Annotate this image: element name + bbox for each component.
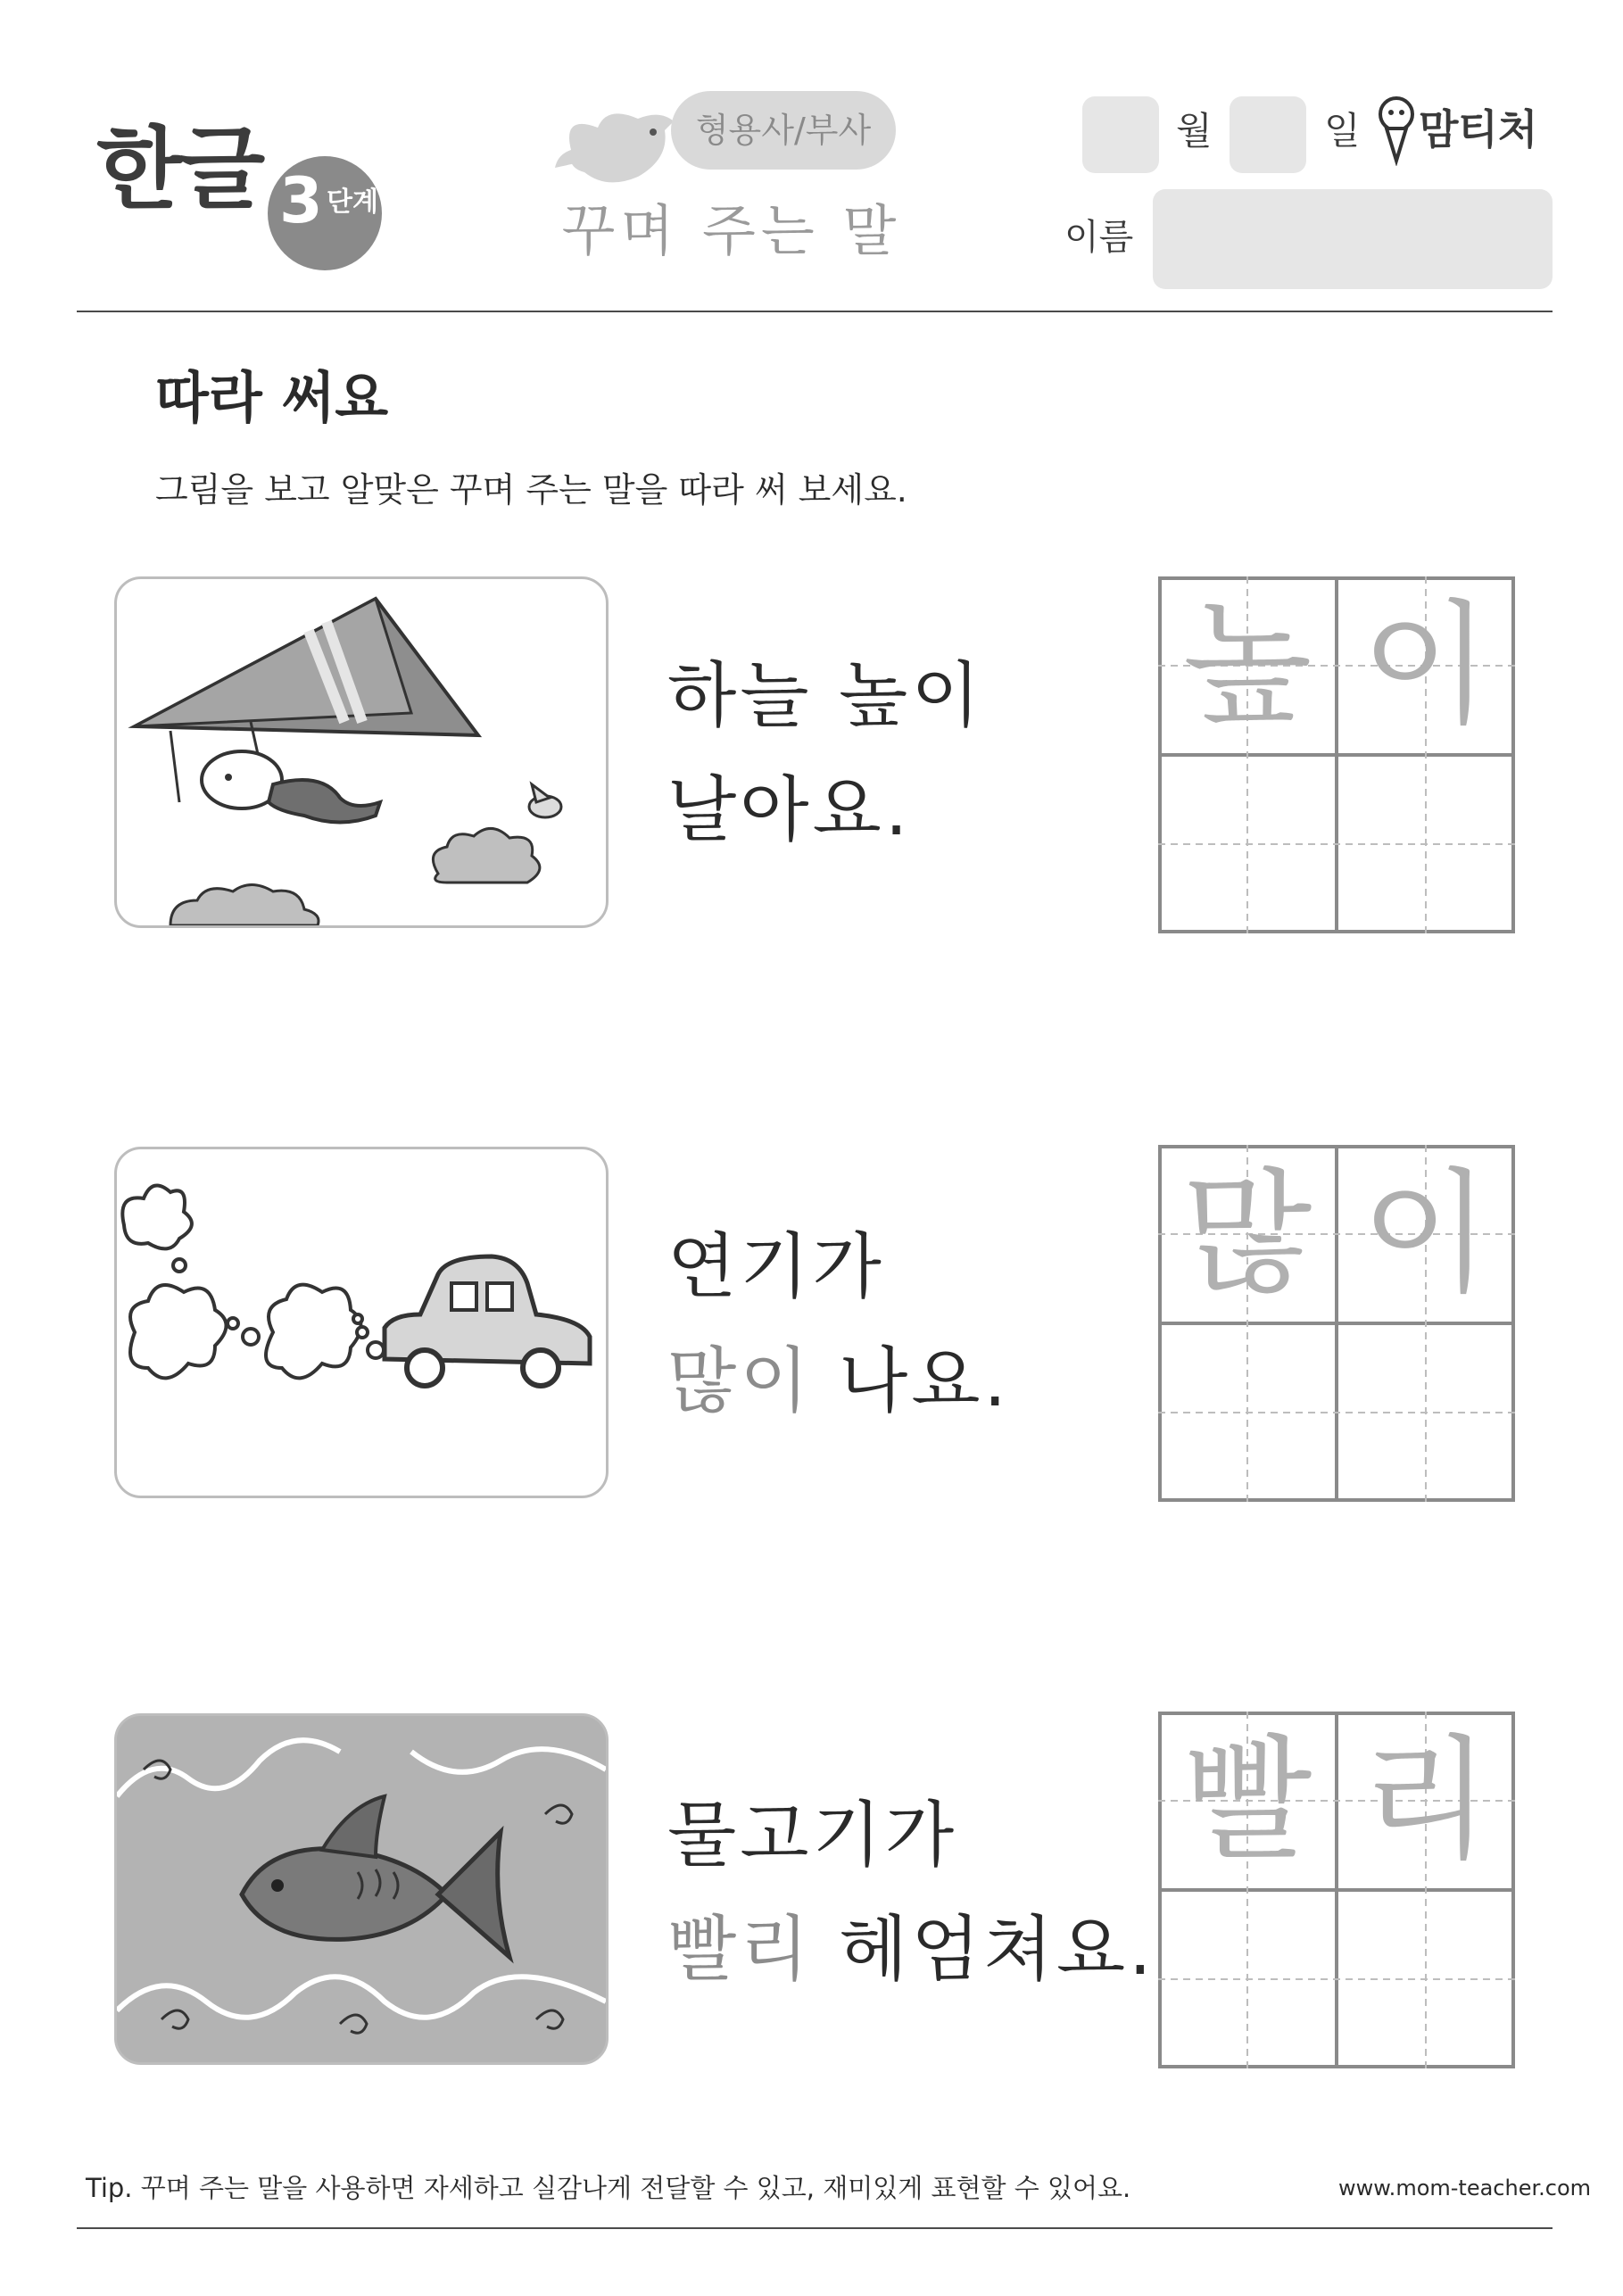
month-label: 월 <box>1176 109 1213 153</box>
trace-char: 리 <box>1361 1723 1491 1878</box>
highlight-word: 빨리 <box>667 1908 813 1991</box>
logo-step-label: 단계 <box>327 186 378 218</box>
section-instruction: 그림을 보고 알맞은 꾸며 주는 말을 따라 써 보세요. <box>155 470 907 510</box>
bird-icon <box>553 96 687 195</box>
sentence-1-line-1: 하늘 높이 <box>667 654 984 737</box>
trace-char: 이 <box>1361 1156 1491 1312</box>
tracing-grid-3[interactable] <box>1158 1712 1515 2068</box>
hang-glider-picture <box>114 576 609 928</box>
sentence-3-line-2 <box>667 1908 1155 1991</box>
tracing-grid-2[interactable] <box>1158 1145 1515 1502</box>
footer-tip: Tip. 꾸며 주는 말을 사용하면 자세하고 실감나게 전달할 수 있고, 재미있게 표현할 수 있어요. <box>86 2173 1131 2203</box>
month-field[interactable] <box>1082 96 1159 173</box>
header-divider <box>77 311 1553 312</box>
sentence-rest: 나요. <box>812 1339 1010 1422</box>
brand-logo: 맘티처 <box>1419 105 1538 153</box>
section-title: 따라 써요 <box>155 365 389 430</box>
day-label: 일 <box>1324 109 1361 153</box>
trace-char: 높 <box>1182 588 1312 743</box>
fish-waves-picture <box>114 1713 609 2065</box>
trace-char: 빨 <box>1182 1723 1312 1878</box>
logo-title: 한글 <box>96 117 262 221</box>
name-label: 이름 <box>1064 217 1134 258</box>
highlight-word: 많이 <box>667 1339 813 1422</box>
tracing-grid-1[interactable] <box>1158 576 1515 933</box>
sentence-3-line-1: 물고기가 <box>667 1794 958 1877</box>
trace-char: 많 <box>1182 1156 1312 1312</box>
logo-level-number: 3 <box>279 164 323 237</box>
sentence-rest: 헤엄쳐요. <box>812 1908 1155 1991</box>
trace-char: 이 <box>1361 588 1491 743</box>
page-topic: 꾸며 주는 말 <box>561 198 902 263</box>
footer-divider <box>77 2227 1553 2229</box>
name-field[interactable] <box>1153 189 1553 289</box>
day-field[interactable] <box>1230 96 1306 173</box>
pencil-mascot-icon <box>1374 95 1419 166</box>
car-smoke-picture <box>114 1147 609 1498</box>
sentence-1-line-2: 날아요. <box>667 768 912 851</box>
sentence-2-line-1: 연기가 <box>667 1225 885 1308</box>
category-label: 형용사/부사 <box>695 111 872 150</box>
sentence-2-line-2 <box>667 1339 1010 1422</box>
footer-website[interactable]: www.mom-teacher.com <box>1338 2176 1592 2201</box>
